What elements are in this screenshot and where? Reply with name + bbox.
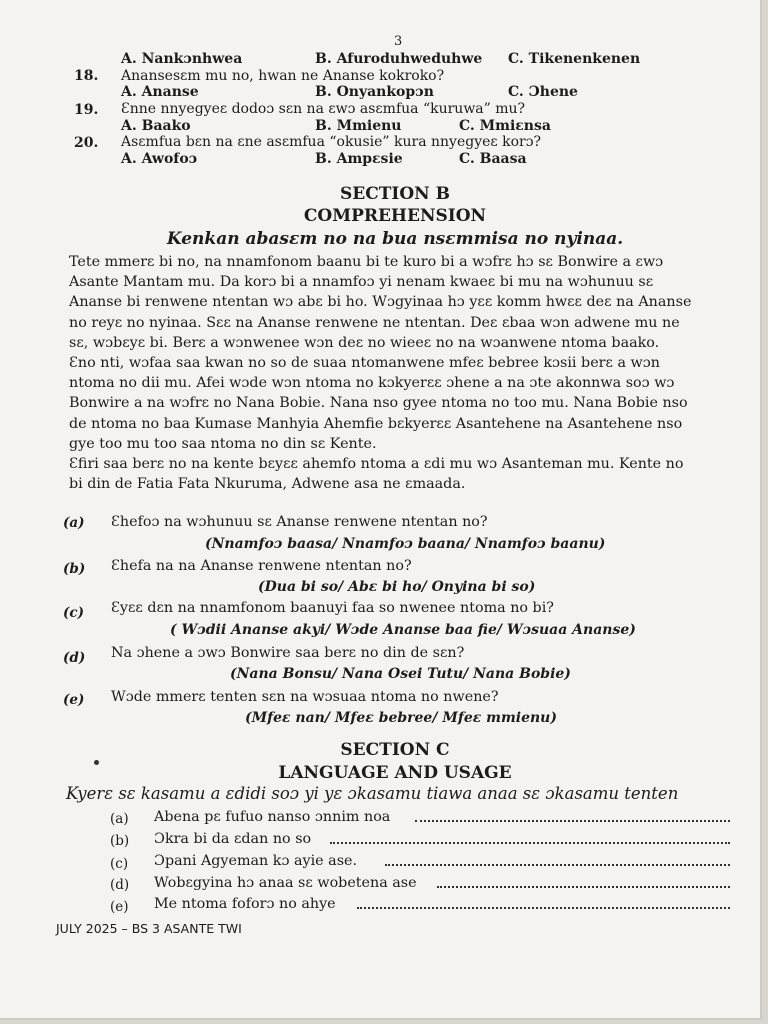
passage-line: ntoma no dii mu. Afei wɔde wɔn ntoma no kɔkyerɛɛ ɔhene a na ɔte akonnwa soɔ wɔ <box>69 375 675 392</box>
section-c-title: SECTION C <box>340 740 450 760</box>
question-letter: (e) <box>63 692 85 708</box>
question-text: Ɛhefoɔ na wɔhunuu sɛ Ananse renwene ntentan no? <box>111 514 488 530</box>
answer-line[interactable] <box>415 810 730 822</box>
item-letter: (d) <box>110 877 130 893</box>
option-b: B. Ampɛsie <box>315 151 403 167</box>
question-text: Ɛnne nnyegyeɛ dodoɔ sɛn na ɛwɔ asɛmfua “kuruwa” mu? <box>121 101 526 117</box>
question-text: Ɛyɛɛ dɛn na nnamfonom baanuyi faa so nwenee ntoma no bi? <box>111 600 554 616</box>
passage-line: Asante Mantam mu. Da korɔ bi a nnamfoɔ yi nenam kwaeɛ bi mu na wɔhunuu sɛ <box>69 274 654 291</box>
answer-line[interactable] <box>357 897 730 909</box>
question-number: 18. <box>74 68 99 84</box>
question-text: Anansesɛm mu no, hwan ne Ananse kokroko? <box>121 68 445 84</box>
passage-line: Ananse bi renwene ntentan wɔ abɛ bi ho. Wɔgyinaa hɔ yɛɛ komm hwɛɛ deɛ na Ananse <box>69 294 692 311</box>
option-b: B. Onyankopɔn <box>315 84 434 100</box>
item-text: Abena pɛ fufuo nanso ɔnnim noa <box>154 809 391 825</box>
item-letter: (c) <box>110 856 129 872</box>
item-letter: (e) <box>110 899 129 915</box>
option-c: C. Mmiɛnsa <box>459 118 551 134</box>
passage-line: de ntoma no baa Kumase Manhyia Ahemfie bɛkyerɛɛ Asantehene na Asantehene nso <box>69 415 683 432</box>
section-b-instruction: Kenkan abasɛm no na bua nsɛmmisa no nyinaa. <box>166 229 624 249</box>
item-text: Wobɛgyina hɔ anaa sɛ wobetena ase <box>154 875 417 891</box>
passage-line: no reyɛ no nyinaa. Sɛɛ na Ananse renwene ne ntentan. Deɛ ɛbaa wɔn adwene mu ne <box>69 314 680 331</box>
item-text: Ɔkra bi da ɛdan no so <box>154 831 312 847</box>
passage-line: Ɛfiri saa berɛ no na kente bɛyɛɛ ahemfo ntoma a ɛdi mu wɔ Asanteman mu. Kente no <box>69 456 684 473</box>
question-text: Asɛmfua bɛn na ɛne asɛmfua “okusie” kura nnyegyeɛ korɔ? <box>121 134 542 150</box>
section-c-instruction: Kyerɛ sɛ kasamu a ɛdidi soɔ yi yɛ ɔkasamu tiawa anaa sɛ ɔkasamu tenten <box>66 784 679 803</box>
answer-options: (Mfeɛ nan/ Mfeɛ bebree/ Mfeɛ mmienu) <box>245 710 557 726</box>
passage-line: gye too mu too saa ntoma no din sɛ Kente. <box>69 435 377 452</box>
question-number: 20. <box>74 135 99 151</box>
question-number: 19. <box>74 102 99 118</box>
page-number: 3 <box>394 34 403 49</box>
answer-options: (Nana Bonsu/ Nana Osei Tutu/ Nana Bobie) <box>230 666 571 682</box>
option-c: C. Ɔhene <box>508 84 578 100</box>
question-letter: (b) <box>63 561 86 577</box>
q17-option-c: C. Tikenenkenen <box>508 51 641 67</box>
comprehension-passage <box>69 252 730 494</box>
passage-line: bi din de Fatia Fata Nkuruma, Adwene asa ne ɛmaada. <box>69 476 466 493</box>
answer-options: (Nnamfoɔ baasa/ Nnamfoɔ baana/ Nnamfoɔ baanu) <box>205 536 606 552</box>
option-c: C. Baasa <box>459 151 527 167</box>
section-b-title: SECTION B <box>339 184 450 204</box>
question-text: Na ɔhene a ɔwɔ Bonwire saa berɛ no din de sɛn? <box>111 645 465 661</box>
answer-options: ( Wɔdii Ananse akyi/ Wɔde Ananse baa fie/ Wɔsuaa Ananse) <box>170 622 636 638</box>
passage-line: sɛ, wɔbɛyɛ bi. Berɛ a wɔnwenee wɔn deɛ no wieeɛ no na wɔanwene ntoma baako. <box>69 334 660 351</box>
section-b-subtitle: COMPREHENSION <box>303 206 487 226</box>
item-text: Me ntoma foforɔ no ahye <box>154 896 336 912</box>
item-letter: (a) <box>110 811 129 827</box>
passage-line: Bonwire a na wɔfrɛ no Nana Bobie. Nana nso gyee ntoma no too mu. Nana Bobie nso <box>69 395 688 412</box>
question-letter: (c) <box>63 605 84 621</box>
option-a: A. Awofoɔ <box>121 151 198 167</box>
q17-option-a: A. Nankɔnhwea <box>121 51 243 67</box>
option-b: B. Mmienu <box>315 118 402 134</box>
footer-text: JULY 2025 – BS 3 ASANTE TWI <box>56 921 242 936</box>
item-letter: (b) <box>110 833 130 849</box>
question-letter: (a) <box>63 515 85 531</box>
q17-option-b: B. Afuroduhweduhwe <box>315 51 483 67</box>
question-letter: (d) <box>63 650 86 666</box>
passage-line: Ɛno nti, wɔfaa saa kwan no so de suaa ntomanwene mfeɛ bebree kɔsii berɛ a wɔn <box>69 355 660 372</box>
option-a: A. Ananse <box>121 84 199 100</box>
answer-line[interactable] <box>437 876 730 888</box>
section-c-subtitle: LANGUAGE AND USAGE <box>278 763 512 783</box>
option-a: A. Baako <box>121 118 191 134</box>
answer-options: (Dua bi so/ Abɛ bi ho/ Onyina bi so) <box>258 579 536 595</box>
item-text: Ɔpani Agyeman kɔ ayie ase. <box>154 853 358 869</box>
answer-line[interactable] <box>330 832 730 844</box>
answer-line[interactable] <box>385 854 730 866</box>
question-text: Ɛhefa na na Ananse renwene ntentan no? <box>111 558 412 574</box>
question-text: Wɔde mmerɛ tenten sɛn na wɔsuaa ntoma no nwene? <box>111 689 499 705</box>
passage-line: Tete mmerɛ bi no, na nnamfonom baanu bi te kuro bi a wɔfrɛ hɔ sɛ Bonwire a ɛwɔ <box>69 254 664 270</box>
